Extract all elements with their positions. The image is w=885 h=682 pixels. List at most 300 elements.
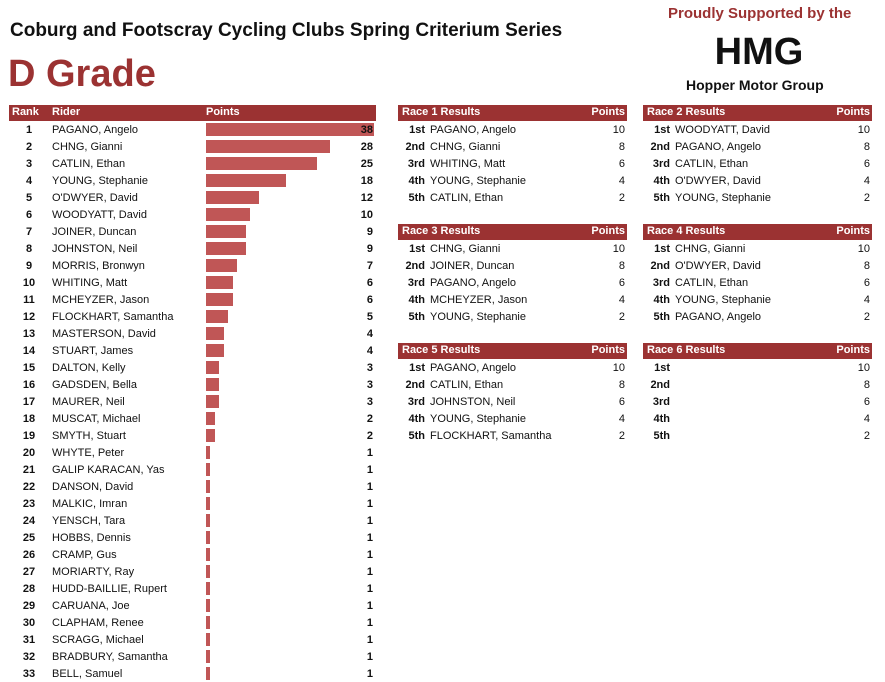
standings-row <box>9 631 376 648</box>
race-result-row <box>398 240 627 257</box>
race-points-header: Points <box>591 344 625 356</box>
rider-cell: GADSDEN, Bella <box>52 379 137 391</box>
race-header <box>643 343 872 359</box>
rank-cell: 23 <box>22 498 36 510</box>
points-cell: 1 <box>366 515 373 527</box>
race-result-row <box>643 138 872 155</box>
race-result-row <box>643 359 872 376</box>
standings-row <box>9 308 376 325</box>
rank-cell: 21 <box>22 464 36 476</box>
points-bar <box>206 599 210 612</box>
rider-cell: CHNG, Gianni <box>52 141 123 153</box>
rank-cell: 8 <box>25 243 33 255</box>
place-cell: 3rd <box>652 277 670 289</box>
points-cell: 2 <box>618 311 625 323</box>
race-result-row <box>398 172 627 189</box>
rider-cell: PAGANO, Angelo <box>675 141 762 153</box>
rider-cell: CATLIN, Ethan <box>430 192 504 204</box>
race-title: Race 6 Results <box>647 344 726 356</box>
points-cell: 10 <box>612 124 625 136</box>
place-cell: 3rd <box>407 158 425 170</box>
race-result-row <box>643 393 872 410</box>
points-bar <box>206 293 233 306</box>
race-points-header: Points <box>836 106 870 118</box>
rank-cell: 5 <box>25 192 33 204</box>
race-result-row <box>643 410 872 427</box>
rider-cell: YOUNG, Stephanie <box>52 175 148 187</box>
race-title: Race 2 Results <box>647 106 726 118</box>
points-bar <box>206 565 210 578</box>
place-cell: 5th <box>653 192 670 204</box>
points-bar <box>206 463 210 476</box>
place-cell: 3rd <box>407 277 425 289</box>
rank-cell: 16 <box>22 379 36 391</box>
standings-row <box>9 223 376 240</box>
rider-cell: MCHEYZER, Jason <box>52 294 150 306</box>
standings-row <box>9 563 376 580</box>
rank-cell: 25 <box>22 532 36 544</box>
place-cell: 4th <box>653 413 670 425</box>
points-cell: 2 <box>366 413 373 425</box>
rider-cell: CATLIN, Ethan <box>430 379 504 391</box>
points-cell: 8 <box>863 379 870 391</box>
points-cell: 1 <box>366 481 373 493</box>
rider-cell: CATLIN, Ethan <box>675 158 749 170</box>
rank-cell: 19 <box>22 430 36 442</box>
points-bar <box>206 548 210 561</box>
sponsor-logo <box>700 30 818 76</box>
rank-cell: 15 <box>22 362 36 374</box>
points-cell: 3 <box>366 396 373 408</box>
points-cell: 1 <box>366 532 373 544</box>
rank-cell: 27 <box>22 566 36 578</box>
standings-row <box>9 359 376 376</box>
points-cell: 9 <box>366 226 373 238</box>
rider-cell: DALTON, Kelly <box>52 362 126 374</box>
points-bar <box>206 582 210 595</box>
place-cell: 4th <box>408 413 425 425</box>
points-bar <box>206 327 224 340</box>
rank-cell: 12 <box>22 311 36 323</box>
rider-cell: PAGANO, Angelo <box>430 124 517 136</box>
standings-table <box>9 105 376 682</box>
standings-row <box>9 342 376 359</box>
points-cell: 1 <box>366 566 373 578</box>
standings-row <box>9 648 376 665</box>
rider-cell: HUDD-BAILLIE, Rupert <box>52 583 167 595</box>
rank-cell: 31 <box>22 634 36 646</box>
race-header <box>643 105 872 121</box>
points-cell: 10 <box>612 243 625 255</box>
race-3-results <box>398 224 627 325</box>
race-title: Race 1 Results <box>402 106 481 118</box>
points-cell: 1 <box>366 668 373 680</box>
points-cell: 1 <box>366 600 373 612</box>
rider-cell: MALKIC, Imran <box>52 498 128 510</box>
rider-column-header: Rider <box>52 106 81 118</box>
points-bar <box>206 242 246 255</box>
rank-cell: 22 <box>22 481 36 493</box>
race-result-row <box>398 138 627 155</box>
place-cell: 5th <box>408 430 425 442</box>
standings-row <box>9 546 376 563</box>
rank-cell: 3 <box>25 158 33 170</box>
rider-cell: YOUNG, Stephanie <box>430 175 526 187</box>
points-bar <box>206 140 330 153</box>
rider-cell: SMYTH, Stuart <box>52 430 126 442</box>
points-cell: 8 <box>618 379 625 391</box>
standings-row <box>9 444 376 461</box>
standings-row <box>9 410 376 427</box>
place-cell: 1st <box>409 124 425 136</box>
standings-row <box>9 665 376 682</box>
race-points-header: Points <box>836 225 870 237</box>
points-cell: 18 <box>360 175 373 187</box>
standings-row <box>9 155 376 172</box>
points-bar <box>206 514 210 527</box>
race-header <box>398 343 627 359</box>
place-cell: 1st <box>654 243 670 255</box>
rider-cell: BELL, Samuel <box>52 668 123 680</box>
rider-cell: CATLIN, Ethan <box>675 277 749 289</box>
race-5-results <box>398 343 627 444</box>
rider-cell: JOINER, Duncan <box>52 226 137 238</box>
race-result-row <box>643 291 872 308</box>
points-cell: 10 <box>857 124 870 136</box>
points-cell: 1 <box>366 651 373 663</box>
standings-row <box>9 274 376 291</box>
points-bar <box>206 480 210 493</box>
rider-cell: O'DWYER, David <box>675 175 761 187</box>
points-cell: 6 <box>366 294 373 306</box>
rank-cell: 6 <box>25 209 33 221</box>
rider-cell: YOUNG, Stephanie <box>675 294 771 306</box>
race-result-row <box>398 308 627 325</box>
standings-row <box>9 427 376 444</box>
standings-row <box>9 189 376 206</box>
rider-cell: BRADBURY, Samantha <box>52 651 168 663</box>
points-cell: 6 <box>366 277 373 289</box>
sponsor-tagline: Proudly Supported by the <box>668 5 852 22</box>
points-bar <box>206 276 233 289</box>
points-cell: 4 <box>366 345 373 357</box>
race-result-row <box>643 274 872 291</box>
rank-cell: 18 <box>22 413 36 425</box>
place-cell: 3rd <box>652 158 670 170</box>
rider-cell: JOINER, Duncan <box>430 260 515 272</box>
place-cell: 1st <box>409 243 425 255</box>
race-result-row <box>643 308 872 325</box>
points-cell: 25 <box>360 158 373 170</box>
points-cell: 2 <box>863 192 870 204</box>
points-cell: 4 <box>366 328 373 340</box>
race-header <box>398 105 627 121</box>
rider-cell: STUART, James <box>52 345 134 357</box>
rider-cell: PAGANO, Angelo <box>675 311 762 323</box>
rider-cell: YENSCH, Tara <box>52 515 126 527</box>
points-cell: 1 <box>366 549 373 561</box>
race-result-row <box>398 376 627 393</box>
race-points-header: Points <box>836 344 870 356</box>
rank-cell: 11 <box>23 294 35 306</box>
points-cell: 2 <box>863 311 870 323</box>
standings-row <box>9 597 376 614</box>
points-cell: 8 <box>618 141 625 153</box>
rider-cell: PAGANO, Angelo <box>430 277 517 289</box>
standings-row <box>9 121 376 138</box>
place-cell: 5th <box>653 311 670 323</box>
points-cell: 4 <box>618 294 625 306</box>
rider-cell: CHNG, Gianni <box>430 141 501 153</box>
rider-cell: FLOCKHART, Samantha <box>52 311 174 323</box>
points-cell: 6 <box>618 277 625 289</box>
rider-cell: CHNG, Gianni <box>430 243 501 255</box>
points-cell: 38 <box>360 124 373 136</box>
standings-row <box>9 257 376 274</box>
place-cell: 4th <box>408 175 425 187</box>
points-cell: 12 <box>360 192 373 204</box>
place-cell: 2nd <box>650 141 670 153</box>
points-cell: 4 <box>863 294 870 306</box>
rider-cell: YOUNG, Stephanie <box>675 192 771 204</box>
standings-row <box>9 529 376 546</box>
place-cell: 1st <box>654 124 670 136</box>
points-bar <box>206 378 219 391</box>
race-1-results <box>398 105 627 206</box>
standings-row <box>9 461 376 478</box>
standings-row <box>9 291 376 308</box>
rider-cell: WOODYATT, David <box>52 209 147 221</box>
rider-cell: MORRIS, Bronwyn <box>52 260 145 272</box>
sponsor-logo-text: HMG <box>714 31 804 73</box>
race-result-row <box>643 376 872 393</box>
race-header <box>643 224 872 240</box>
rank-cell: 33 <box>22 668 36 680</box>
rider-cell: PAGANO, Angelo <box>430 362 517 374</box>
points-cell: 1 <box>366 464 373 476</box>
race-result-row <box>398 410 627 427</box>
place-cell: 2nd <box>405 260 425 272</box>
rank-cell: 30 <box>22 617 36 629</box>
points-cell: 1 <box>366 634 373 646</box>
standings-row <box>9 580 376 597</box>
points-cell: 2 <box>618 430 625 442</box>
points-bar <box>206 310 228 323</box>
rider-cell: CARUANA, Joe <box>52 600 130 612</box>
race-4-results <box>643 224 872 325</box>
rider-cell: WOODYATT, David <box>675 124 770 136</box>
place-cell: 5th <box>653 430 670 442</box>
place-cell: 2nd <box>405 379 425 391</box>
rank-cell: 32 <box>22 651 36 663</box>
rider-cell: WHYTE, Peter <box>52 447 125 459</box>
race-result-row <box>643 121 872 138</box>
points-bar <box>206 157 317 170</box>
points-bar <box>206 191 259 204</box>
points-cell: 2 <box>863 430 870 442</box>
rider-cell: CLAPHAM, Renee <box>52 617 144 629</box>
place-cell: 4th <box>653 175 670 187</box>
points-bar <box>206 225 246 238</box>
race-result-row <box>643 155 872 172</box>
rank-cell: 4 <box>25 175 33 187</box>
place-cell: 5th <box>408 311 425 323</box>
points-cell: 6 <box>863 396 870 408</box>
standings-row <box>9 393 376 410</box>
rank-cell: 29 <box>22 600 36 612</box>
place-cell: 4th <box>653 294 670 306</box>
points-cell: 3 <box>366 362 373 374</box>
rider-cell: YOUNG, Stephanie <box>430 311 526 323</box>
points-cell: 10 <box>612 362 625 374</box>
points-cell: 10 <box>360 209 373 221</box>
rider-cell: DANSON, David <box>52 481 134 493</box>
race-result-row <box>643 189 872 206</box>
points-cell: 1 <box>366 583 373 595</box>
rank-cell: 1 <box>25 124 33 136</box>
points-bar <box>206 208 250 221</box>
rider-cell: CRAMP, Gus <box>52 549 117 561</box>
race-result-row <box>398 427 627 444</box>
points-bar <box>206 446 210 459</box>
rider-cell: MASTERSON, David <box>52 328 156 340</box>
race-result-row <box>398 189 627 206</box>
rank-cell: 14 <box>22 345 36 357</box>
rank-cell: 17 <box>22 396 36 408</box>
points-cell: 9 <box>366 243 373 255</box>
points-cell: 1 <box>366 617 373 629</box>
standings-row <box>9 376 376 393</box>
rider-cell: JOHNSTON, Neil <box>52 243 138 255</box>
rank-cell: 2 <box>25 141 33 153</box>
race-6-results <box>643 343 872 444</box>
race-header <box>398 224 627 240</box>
rider-cell: CHNG, Gianni <box>675 243 746 255</box>
page-title: Coburg and Footscray Cycling Clubs Spring Criterium Series <box>10 20 563 41</box>
rank-cell: 9 <box>25 260 33 272</box>
rank-cell: 26 <box>22 549 36 561</box>
points-bar <box>206 497 210 510</box>
points-cell: 7 <box>366 260 373 272</box>
points-cell: 1 <box>366 498 373 510</box>
points-cell: 6 <box>618 396 625 408</box>
points-bar <box>206 531 210 544</box>
rider-cell: MCHEYZER, Jason <box>430 294 528 306</box>
points-bar <box>206 633 210 646</box>
points-cell: 5 <box>366 311 373 323</box>
rider-cell: HOBBS, Dennis <box>52 532 131 544</box>
points-bar <box>206 616 210 629</box>
points-cell: 6 <box>618 158 625 170</box>
points-cell: 6 <box>863 277 870 289</box>
race-result-row <box>398 121 627 138</box>
points-bar <box>206 259 237 272</box>
race-result-row <box>643 172 872 189</box>
race-result-row <box>398 274 627 291</box>
rider-cell: PAGANO, Angelo <box>52 124 139 136</box>
standings-row <box>9 614 376 631</box>
rider-cell: FLOCKHART, Samantha <box>430 430 552 442</box>
standings-row <box>9 495 376 512</box>
rider-cell: GALIP KARACAN, Yas <box>52 464 165 476</box>
standings-row <box>9 172 376 189</box>
standings-body <box>9 121 376 682</box>
points-cell: 10 <box>857 243 870 255</box>
rider-cell: MAURER, Neil <box>52 396 125 408</box>
rider-cell: CATLIN, Ethan <box>52 158 126 170</box>
place-cell: 1st <box>409 362 425 374</box>
place-cell: 5th <box>408 192 425 204</box>
rider-cell: SCRAGG, Michael <box>52 634 144 646</box>
points-cell: 3 <box>366 379 373 391</box>
rider-cell: WHITING, Matt <box>430 158 506 170</box>
rank-cell: 20 <box>22 447 36 459</box>
points-cell: 8 <box>863 260 870 272</box>
race-points-header: Points <box>591 106 625 118</box>
points-cell: 1 <box>366 447 373 459</box>
rider-cell: O'DWYER, David <box>52 192 138 204</box>
points-cell: 2 <box>366 430 373 442</box>
race-title: Race 4 Results <box>647 225 726 237</box>
grade-heading: D Grade <box>8 53 156 95</box>
points-cell: 4 <box>618 175 625 187</box>
place-cell: 3rd <box>407 396 425 408</box>
rider-cell: MUSCAT, Michael <box>52 413 141 425</box>
rank-cell: 7 <box>25 226 33 238</box>
rank-cell: 28 <box>22 583 36 595</box>
standings-row <box>9 240 376 257</box>
rider-cell: MORIARTY, Ray <box>52 566 135 578</box>
points-bar <box>206 344 224 357</box>
place-cell: 1st <box>654 362 670 374</box>
race-result-row <box>398 359 627 376</box>
race-result-row <box>398 155 627 172</box>
rank-cell: 13 <box>22 328 36 340</box>
points-bar <box>206 361 219 374</box>
rank-cell: 10 <box>22 277 36 289</box>
rider-cell: O'DWYER, David <box>675 260 761 272</box>
points-cell: 4 <box>863 175 870 187</box>
points-bar <box>206 395 219 408</box>
place-cell: 2nd <box>650 260 670 272</box>
points-bar <box>206 650 210 663</box>
sponsor-name: Hopper Motor Group <box>686 77 824 93</box>
points-bar <box>206 429 215 442</box>
points-bar <box>206 174 286 187</box>
points-column-header: Points <box>206 106 240 118</box>
points-cell: 4 <box>863 413 870 425</box>
standings-row <box>9 478 376 495</box>
race-result-row <box>398 393 627 410</box>
points-cell: 10 <box>857 362 870 374</box>
standings-row <box>9 325 376 342</box>
points-cell: 28 <box>360 141 373 153</box>
rank-cell: 24 <box>22 515 36 527</box>
rank-column-header: Rank <box>12 106 39 118</box>
place-cell: 2nd <box>405 141 425 153</box>
place-cell: 4th <box>408 294 425 306</box>
race-result-row <box>643 240 872 257</box>
points-bar <box>206 667 210 680</box>
standings-header <box>9 105 376 121</box>
points-cell: 6 <box>863 158 870 170</box>
rider-cell: JOHNSTON, Neil <box>430 396 516 408</box>
points-bar <box>206 123 374 136</box>
race-2-results <box>643 105 872 206</box>
standings-row <box>9 512 376 529</box>
standings-row <box>9 138 376 155</box>
points-bar <box>206 412 215 425</box>
